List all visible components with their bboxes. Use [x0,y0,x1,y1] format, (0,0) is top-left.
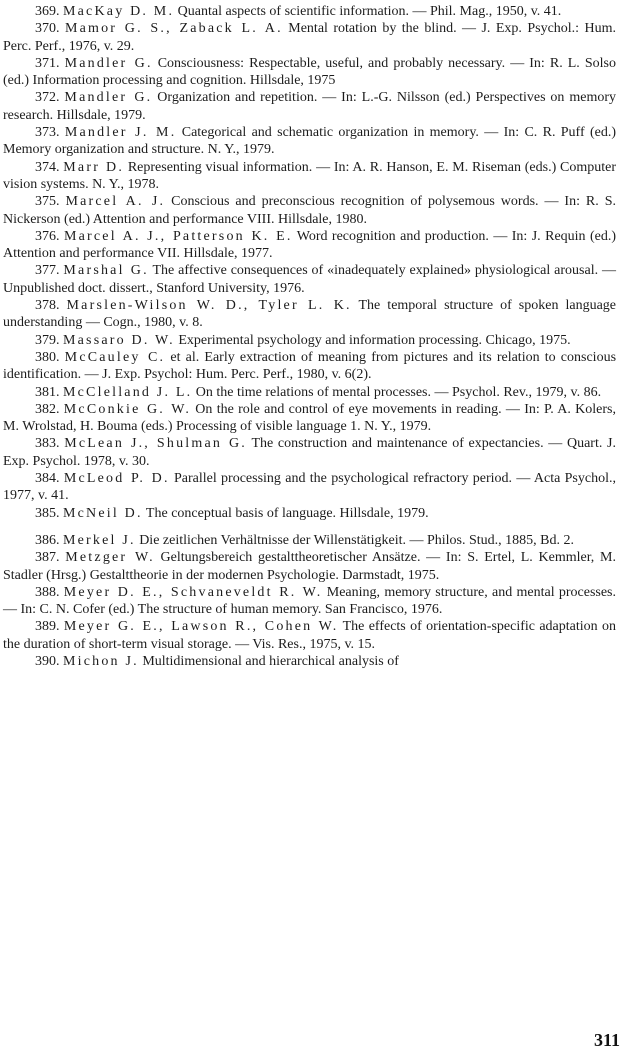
reference-entry-374 [3,159,616,194]
entry-number: 370. [35,21,60,37]
entry-number: 379. [35,332,60,348]
entry-text: Die zeitlichen Verhältnisse der Willenstätigkeit. — Philos. Stud., 1885, Bd. 2. [135,532,575,548]
entry-text: Quantal aspects of scientific information. — Phil. Mag., 1950, v. 41. [174,4,562,19]
entry-number: 374. [35,159,60,175]
entry-author: McLean J., Shulman G. [64,436,247,452]
entry-number: 387. [35,550,60,566]
reference-entry-377 [3,262,616,297]
reference-entry-385 [3,505,616,522]
reference-entry-372 [3,89,616,124]
entry-author: McConkie G. W. [63,401,192,417]
entry-text: On the role and control of eye movements in reading. — In: P. A. Kolers, M. Wrolstad, H. Bouma (eds.) Processing of visible language 1. N. Y., 1979. [3,401,616,435]
entry-text: The temporal structure of spoken language understanding — Cogn., 1980, v. 8. [3,298,617,331]
entry-number: 371. [35,55,60,71]
reference-entry-375 [3,193,616,228]
entry-text: Representing visual information. — In: A. R. Hanson, E. M. Riseman (eds.) Computer vision systems. N. Y., 1978. [3,159,617,192]
entry-text: Organization and repetition. — In: L.-G. Nilsson (ed.) Perspectives on memory research. Hillsdale, 1979. [3,90,617,123]
entry-author: Michon J. [63,653,139,669]
entry-number: 388. [35,584,60,600]
reference-entry-376 [3,228,616,263]
entry-text: Conscious and preconscious recognition of polysemous words. — In: R. S. Nickerson (ed.) Attention and performance VIII. Hillsdale, 1980. [3,194,616,227]
reference-entry-389 [3,618,616,653]
entry-number: 389. [35,619,60,635]
entry-author: Mamor G. S., Zaback L. A. [64,21,283,37]
entry-author: Marr D. [63,159,125,175]
reference-entry-380 [3,349,616,384]
entry-author: Marcel A. J., Patterson K. E. [63,228,293,244]
entry-author: Mandler J. M. [64,125,177,141]
reference-entry-387 [3,549,616,584]
entry-author: McClelland J. L. [63,384,193,400]
entry-text: Categorical and schematic organization in memory. — In: C. R. Puff (ed.) Memory organization and structure. N. Y., 1979. [3,125,616,158]
reference-entry-382 [3,401,616,436]
entry-text: Geltungsbereich gestalttheoretischer Ansätze. — In: S. Ertel, L. Kemmler, M. Stadler (Hrsg.) Gestalttheorie in der modernen Psychologie. Darmstadt, 1975. [3,550,616,583]
entry-text: Mental rotation by the blind. — J. Exp. Psychol.: Hum. Perc. Perf., 1976, v. 29. [3,21,617,54]
entry-number: 390. [35,653,60,669]
entry-text: Multidimensional and hierarchical analysis of [138,653,399,669]
entry-text: Consciousness: Respectable, useful, and probably necessary. — In: R. L. Solso (ed.) Information processing and cognition. Hillsdale, 1975 [3,55,616,89]
entry-author: Massaro D. W. [63,332,175,348]
reference-list [3,3,616,670]
entry-number: 384. [35,471,60,487]
entry-number: 386. [35,532,60,548]
entry-number: 372. [35,90,60,106]
entry-author: Mandler G. [64,90,153,106]
reference-entry-390 [3,653,616,670]
entry-text: et al. Early extraction of meaning from pictures and its relation to conscious identification. — J. Exp. Psychol: Hum. Perc. Perf., 1980, v. 6(2). [3,349,617,383]
reference-entry-378 [3,297,616,332]
entry-number: 378. [35,298,60,314]
entry-number: 375. [35,194,60,210]
reference-entry-369 [3,3,616,20]
entry-author: Metzger W. [65,550,155,566]
entry-text: Experimental psychology and information processing. Chicago, 1975. [174,332,571,348]
entry-text: The effects of orientation-specific adaptation on the duration of short-term visual storage. — Vis. Res., 1975, v. 15. [3,619,616,652]
page-number: 311 [593,1030,620,1050]
entry-text: The affective consequences of «inadequately explained» physiological arousal. — Unpublished doct. dissert., Stanford University, 1976. [3,263,617,296]
reference-entry-384 [3,470,616,505]
entry-number: 380. [35,349,60,365]
reference-entry-381 [3,384,616,401]
reference-entry-379 [3,332,616,349]
entry-author: Meyer G. E., Lawson R., Cohen W. [63,619,339,635]
entry-author: McLeod P. D. [63,471,170,487]
entry-text: The conceptual basis of language. Hillsdale, 1979. [142,505,429,521]
entry-text: Parallel processing and the psychological refractory period. — Acta Psychol., 1977, v. 41. [3,471,616,504]
entry-author: Merkel J. [63,532,136,548]
entry-text: Meaning, memory structure, and mental processes. — In: C. N. Cofer (ed.) The structure of human memory. San Francisco, 1976. [3,584,617,618]
entry-author: McCauley C. [64,349,166,365]
entry-number: 377. [35,263,60,279]
entry-number: 385. [35,505,60,521]
entry-number: 369. [35,4,60,19]
reference-entry-388 [3,584,616,619]
entry-number: 376. [35,228,60,244]
entry-author: Meyer D. E., Schvaneveldt R. W. [63,584,323,600]
entry-author: Mandler G. [64,55,153,71]
entry-author: Marcel A. J. [65,194,166,210]
reference-entry-371 [3,55,616,90]
entry-author: Marslen-Wilson W. D., Tyler L. K. [66,298,352,314]
reference-entry-386 [3,532,616,549]
entry-number: 382. [35,401,60,417]
entry-text: On the time relations of mental processes. — Psychol. Rev., 1979, v. 86. [192,384,602,400]
entry-author: Marshal G. [63,263,149,279]
entry-number: 383. [35,436,60,452]
entry-number: 373. [35,125,60,141]
reference-entry-383 [3,435,616,470]
reference-entry-370 [3,20,616,55]
entry-text: The construction and maintenance of expectancies. — Quart. J. Exp. Psychol. 1978, v. 30. [3,436,616,469]
entry-author: MacKay D. M. [63,4,175,19]
entry-author: McNeil D. [63,505,143,521]
entry-text: Word recognition and production. — In: J. Requin (ed.) Attention and performance VII. Hillsdale, 1977. [3,228,617,262]
reference-entry-373 [3,124,616,159]
entry-number: 381. [35,384,60,400]
